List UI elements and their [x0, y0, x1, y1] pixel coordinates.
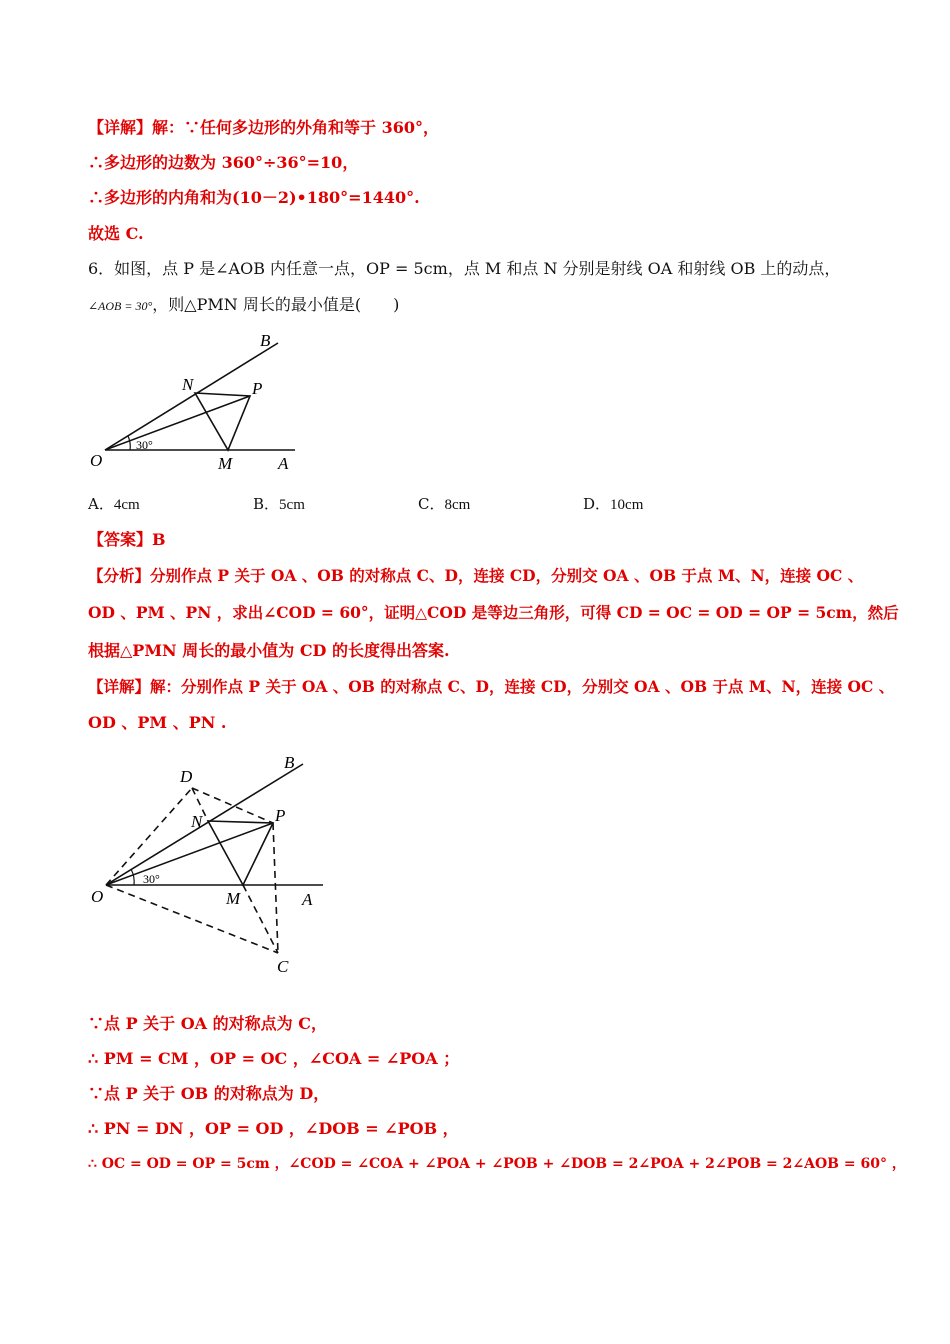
- label-angle-2: 30°: [143, 872, 160, 886]
- prev-detail-line-2: ∴多边形的边数为 360°÷36°=10，: [88, 153, 359, 172]
- option-a-value: 4cm: [113, 497, 140, 513]
- triangle-pmn: [195, 393, 250, 450]
- label-a: A: [278, 454, 289, 473]
- question-6-ask: ，则△PMN 周长的最小值是( ): [152, 295, 400, 314]
- dashed-od: [106, 788, 192, 885]
- option-c-value: 8cm: [444, 497, 471, 513]
- option-d-value: 10cm: [610, 497, 644, 513]
- prev-detail-line-1: 【详解】解：∵任何多边形的外角和等于 360°，: [88, 118, 439, 137]
- detail-line-1: 【详解】解：分别作点 P 关于 OA 、OB 的对称点 C、D，连接 CD，分别交 OA 、OB 于点 M、N，连接 OC 、: [88, 677, 895, 696]
- detail-line-2: OD 、PM 、PN .: [88, 713, 227, 732]
- proof-line-2: ∴ PM = CM ，OP = OC ，∠COA = ∠POA ；: [88, 1049, 460, 1068]
- answer-line: 【答案】B: [88, 530, 166, 549]
- proof-line-4: ∴ PN = DN ，OP = OD ，∠DOB = ∠POB ，: [88, 1119, 459, 1138]
- option-b: [253, 494, 305, 515]
- figure-2: [88, 748, 338, 978]
- option-d-letter: D．: [583, 495, 611, 513]
- option-a-letter: A．: [88, 495, 114, 513]
- option-a: [88, 494, 140, 515]
- label-c-2: C: [277, 957, 289, 976]
- label-o-2: O: [91, 887, 104, 906]
- proof-line-5: ∴ OC = OD = OP = 5cm ，∠COD = ∠COA + ∠POA + ∠POB + ∠DOB = 2∠POA + 2∠POB = 2∠AOB = 60° ，: [88, 1156, 906, 1172]
- label-o: O: [90, 451, 103, 470]
- option-b-letter: B．: [253, 495, 280, 513]
- label-b-2: B: [284, 753, 295, 772]
- option-b-value: 5cm: [279, 497, 305, 513]
- angle-aob-given: ∠AOB = 30°: [88, 299, 153, 313]
- angle-arc: [128, 436, 130, 450]
- label-angle: 30°: [136, 438, 153, 452]
- label-n-2: N: [191, 812, 203, 831]
- triangle-pmn-2: [208, 821, 273, 885]
- question-6-stem-2: [88, 295, 399, 316]
- question-6-stem: 6．如图，点 P 是∠AOB 内任意一点，OP = 5cm，点 M 和点 N 分别是射线 OA 和射线 OB 上的动点，: [88, 259, 841, 278]
- prev-detail-line-3: ∴多边形的内角和为(10－2)•180°=1440°.: [88, 188, 420, 207]
- label-p: P: [252, 379, 263, 398]
- segment-op: [105, 396, 250, 450]
- prev-detail-line-4: 故选 C.: [88, 224, 144, 243]
- label-b: B: [260, 331, 271, 350]
- proof-line-3: ∵点 P 关于 OB 的对称点为 D，: [88, 1084, 330, 1103]
- dashed-dp: [192, 788, 273, 823]
- option-c: [418, 494, 470, 515]
- label-n: N: [182, 375, 194, 394]
- dashed-mc: [243, 885, 278, 953]
- label-d-2: D: [180, 767, 193, 786]
- analysis-line-2: OD 、PM 、PN ，求出∠COD = 60°，证明△COD 是等边三角形，可得 CD = OC = OD = OP = 5cm，然后: [88, 603, 899, 622]
- dashed-oc: [106, 885, 278, 953]
- dashed-pc: [273, 823, 278, 953]
- label-m-2: M: [226, 889, 241, 908]
- option-c-letter: C．: [418, 495, 445, 513]
- label-p-2: P: [275, 806, 286, 825]
- figure-1: [88, 328, 328, 478]
- analysis-line-1: 【分析】分别作点 P 关于 OA 、OB 的对称点 C、D，连接 CD，分别交 OA 、OB 于点 M、N，连接 OC 、: [88, 566, 864, 585]
- proof-line-1: ∵点 P 关于 OA 的对称点为 C，: [88, 1014, 327, 1033]
- analysis-line-3: 根据△PMN 周长的最小值为 CD 的长度得出答案.: [88, 641, 450, 660]
- label-m: M: [218, 454, 233, 473]
- option-d: [583, 494, 643, 515]
- angle-arc-2: [131, 869, 134, 885]
- label-a-2: A: [302, 890, 313, 909]
